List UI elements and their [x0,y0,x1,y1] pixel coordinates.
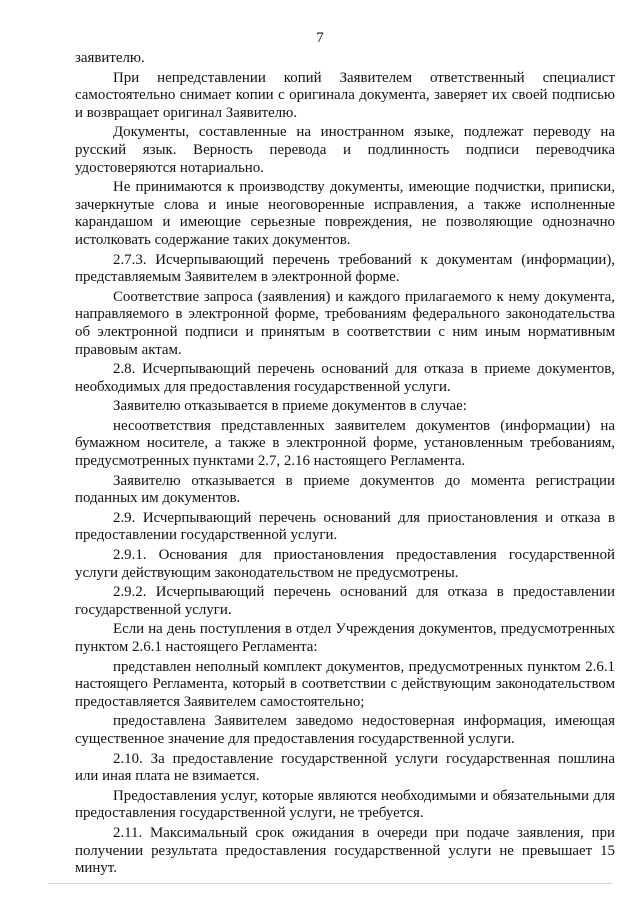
paragraph: Предоставления услуг, которые являются необходимыми и обязательными для предоставления государственной услуги, не требуется. [75,787,615,822]
paragraph: 2.9.2. Исчерпывающий перечень оснований для отказа в предоставлении государственной услуги. [75,584,615,618]
paragraph: Соответствие запроса (заявления) и каждого прилагаемого к нему документа, направляемого в электронной форме, требованиям федерального законодательства об электронной подписи и принятым в соответствии с ним иным нормативным правовым актам. [75,288,615,358]
paragraph: Заявителю отказывается в приеме документов в случае: [113,398,467,415]
paragraph: представлен неполный комплект документов, предусмотренных пунктом 2.6.1 настоящего Регламента, который в соответствии с действующим законодательством предоставляется Заявителем самостоятельно; [75,658,615,710]
paragraph: Заявителю отказывается в приеме документов до момента регистрации поданных им документов. [75,472,615,507]
paragraph: несоответствия представленных заявителем документов (информации) на бумажном носителе, а также в электронной форме, установленным требованиям, предусмотренных пунктами 2.7, 2.16 настоящего Регламента. [75,417,615,470]
paragraph: Документы, составленные на иностранном языке, подлежат переводу на русский язык. Верность перевода и подлинность подписи переводчика удостоверяются нотариально. [75,124,615,176]
paragraph: предоставлена Заявителем заведомо недостоверная информация, имеющая существенное значение для предоставления государственной услуги. [75,713,615,747]
paragraph: 2.8. Исчерпывающий перечень оснований для отказа в приеме документов, необходимых для предоставления государственной услуги. [75,361,615,395]
paragraph: 2.10. За предоставление государственной услуги государственная пошлина или иная плата не взимается. [75,750,615,785]
paragraph: Не принимаются к производству документы, имеющие подчистки, приписки, зачеркнутые слова и иные неоговоренные исправления, а также исполненные карандашом и имеющие серьезные повреждения, не позволяющие однозначно истолковать содержание таких документов. [75,179,615,248]
paragraph: 2.9.1. Основания для приостановления предоставления государственной услуги действующим законодательством не предусмотрены. [75,547,615,581]
document-body [75,50,615,880]
paragraph: 2.11. Максимальный срок ожидания в очереди при подаче заявления, при получении результата предоставления государственной услуги не превышает 15 минут. [75,824,615,877]
paragraph: 2.9. Исчерпывающий перечень оснований для приостановления и отказа в предоставлении государственной услуги. [75,509,615,544]
page-bottom-divider [48,883,612,884]
page-number: 7 [316,30,324,46]
paragraph: При непредставлении копий Заявителем ответственный специалист самостоятельно снимает копии с оригинала документа, заверяет их своей подписью и возвращает оригинал Заявителю. [75,69,615,121]
paragraph: 2.7.3. Исчерпывающий перечень требований к документам (информации), представляемым Заявителем в электронной форме. [75,251,615,286]
paragraph: Если на день поступления в отдел Учреждения документов, предусмотренных пунктом 2.6.1 настоящего Регламента: [75,621,615,655]
paragraph: заявителю. [75,50,145,66]
